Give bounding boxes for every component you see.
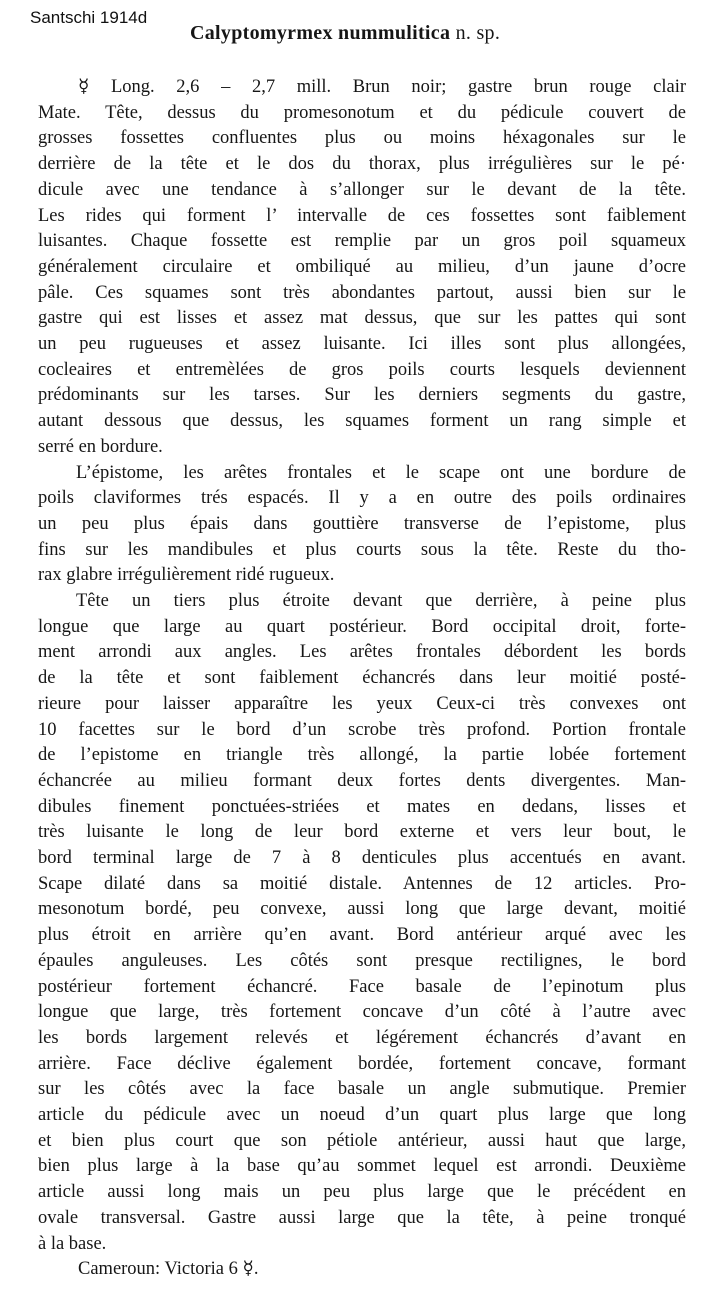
text-line: serré en bordure.	[38, 436, 163, 457]
text-line: échancrée au milieu formant deux fortes dents divergentes. Man-	[38, 770, 686, 791]
text-line: poils claviformes trés espacés. Il y a en outre des poils ordinaires	[38, 488, 686, 509]
text-line: ☿ Long. 2,6 – 2,7 mill. Brun noir; gastre brun rouge clair	[78, 77, 686, 97]
text-line: fins sur les mandibules et plus courts sous la tête. Reste du tho-	[38, 539, 686, 560]
text-line: autant dessous que dessus, les squames forment un rang simple et	[38, 411, 686, 432]
text-line: dibules finement ponctuées-striées et mates en dedans, lisses et	[38, 796, 686, 817]
text-line: généralement circulaire et ombiliqué au milieu, d’un jaune d’ocre	[38, 256, 686, 277]
text-line: bord terminal large de 7 à 8 denticules plus accentués en avant.	[38, 848, 686, 868]
text-line: Cameroun: Victoria 6 ☿.	[78, 1259, 259, 1280]
text-line: un peu plus épais dans gouttière transverse de l’epistome, plus	[38, 513, 686, 534]
text-line: très luisante le long de leur bord externe et vers leur bout, le	[38, 822, 686, 843]
text-line: derrière de la tête et le dos du thorax, plus irrégulières sur le pé·	[38, 154, 686, 175]
text-line: arrière. Face déclive également bordée, fortement concave, formant	[38, 1053, 686, 1074]
text-line: luisantes. Chaque fossette est remplie par un gros poil squameux	[38, 231, 686, 252]
text-line: épaules anguleuses. Les côtés sont presque rectilignes, le bord	[38, 950, 686, 971]
text-line: article du pédicule avec un noeud d’un quart plus large que long	[38, 1105, 686, 1125]
text-line: de la tête et sont faiblement échancrés dans leur moitié posté-	[38, 668, 686, 689]
text-line: un peu rugueuses et assez luisante. Ici illes sont plus allongées,	[38, 334, 686, 354]
text-line: longue que large au quart postérieur. Bord occipital droit, forte-	[38, 616, 686, 637]
text-line: 10 facettes sur le bord d’un scrobe très profond. Portion frontale	[38, 719, 686, 740]
species-status: n. sp.	[455, 22, 501, 44]
text-line: Les rides qui forment l’ intervalle de ces fossettes sont faiblement	[38, 205, 686, 226]
text-line: longue que large, très fortement concave d’un côté à l’autre avec	[38, 1002, 686, 1023]
text-line: pâle. Ces squames sont très abondantes partout, aussi bien sur le	[38, 282, 686, 303]
text-line: article aussi long mais un peu plus large que le précédent en	[38, 1182, 686, 1203]
text-line: bien plus large à la base qu’au sommet lequel est arrondi. Deuxième	[38, 1156, 686, 1177]
text-line: dicule avec une tendance à s’allonger sur le devant de la tête.	[38, 179, 686, 200]
text-line: les bords largement relevés et légérement échancrés d’avant en	[38, 1027, 686, 1048]
species-title	[190, 22, 500, 45]
text-line: rieure pour laisser apparaître les yeux Ceux-ci très convexes ont	[38, 693, 686, 714]
text-line: L’épistome, les arêtes frontales et le scape ont une bordure de	[76, 462, 686, 483]
text-line: mesonotum bordé, peu convexe, aussi long que large devant, moitié	[38, 899, 686, 920]
text-line: sur les côtés avec la face basale un angle submutique. Premier	[38, 1079, 686, 1100]
text-line: grosses fossettes confluentes plus ou moins héxagonales sur le	[38, 128, 686, 149]
text-line: Mate. Tête, dessus du promesonotum et du pédicule couvert de	[38, 102, 686, 123]
text-line: postérieur fortement échancré. Face basale de l’epinotum plus	[38, 976, 686, 997]
text-line: gastre qui est lisses et assez mat dessus, que sur les pattes qui sont	[38, 308, 686, 329]
text-line: de l’epistome en triangle très allongé, la partie lobée fortement	[38, 745, 686, 766]
text-line: Tête un tiers plus étroite devant que derrière, à peine plus	[76, 591, 686, 611]
text-line: cocleaires et entremèlées de gros poils courts lesquels deviennent	[38, 359, 686, 380]
source-citation: Santschi 1914d	[30, 8, 148, 27]
text-line: plus étroit en arrière qu’en avant. Bord antérieur arqué avec les	[38, 925, 686, 946]
text-line: et bien plus court que son pétiole antérieur, aussi haut que large,	[38, 1130, 686, 1151]
text-line: prédominants sur les tarses. Sur les derniers segments du gastre,	[38, 385, 686, 406]
species-name: Calyptomyrmex nummulitica	[190, 22, 451, 44]
text-line: rax glabre irrégulièrement ridé rugueux.	[38, 565, 335, 586]
text-line: à la base.	[38, 1233, 107, 1254]
text-line: Scape dilaté dans sa moitié distale. Antennes de 12 articles. Pro-	[38, 873, 686, 894]
text-line: ovale transversal. Gastre aussi large que la tête, à peine tronqué	[38, 1207, 686, 1228]
text-line: ment arrondi aux angles. Les arêtes frontales débordent les bords	[38, 642, 686, 663]
